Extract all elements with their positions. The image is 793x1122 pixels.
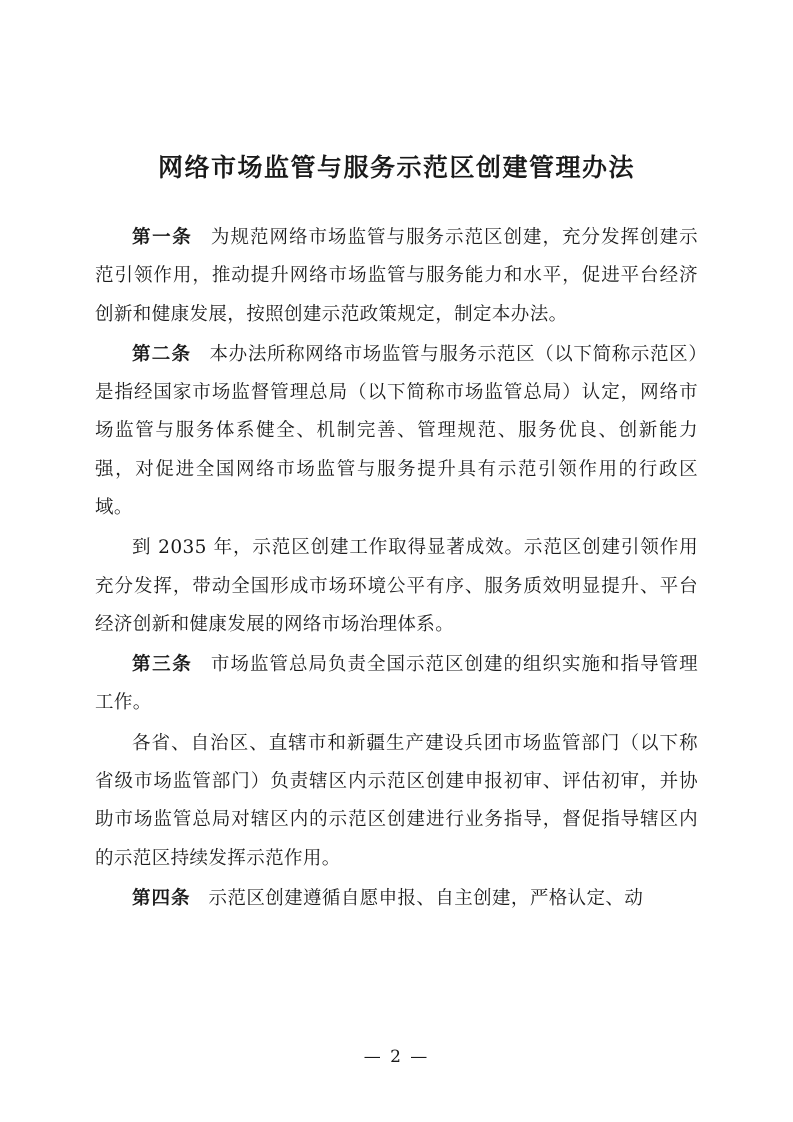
paragraph-article-2 xyxy=(95,336,698,527)
article-label-1: 第一条 xyxy=(132,227,193,248)
page-title: 网络市场监管与服务示范区创建管理办法 xyxy=(157,153,635,182)
paragraph-article-2-continued xyxy=(95,529,698,644)
article-label-2: 第二条 xyxy=(132,343,192,365)
article-text-3-continued: 各省、自治区、直辖市和新疆生产建设兵团市场监管部门（以下称省级市场监管部门）负责辖区内示范区创建申报初审、评估初审，并协助市场监管总局对辖区内的示范区创建进行业务指导，督促指导辖区内的示范区持续发挥示范作用。 xyxy=(95,732,698,869)
page-number: — 2 — xyxy=(363,1047,430,1067)
paragraph-article-3-continued xyxy=(95,725,698,878)
paragraph-article-4 xyxy=(95,880,698,918)
paragraph-article-3 xyxy=(95,646,698,723)
article-text-2: 本办法所称网络市场监管与服务示范区（以下简称示范区）是指经国家市场监督管理总局（以下简称市场监管总局）认定，网络市场监管与服务体系健全、机制完善、管理规范、服务优良、创新能力强，对促进全国网络市场监管与服务提升具有示范引领作用的行政区域。 xyxy=(95,343,698,518)
paragraph-article-1 xyxy=(95,219,698,334)
article-text-3: 市场监管总局负责全国示范区创建的组织实施和指导管理工作。 xyxy=(95,654,698,714)
article-label-4: 第四条 xyxy=(132,887,191,909)
article-text-1: 为规范网络市场监管与服务示范区创建，充分发挥创建示范引领作用，推动提升网络市场监管与服务能力和水平，促进平台经济创新和健康发展，按照创建示范政策规定，制定本办法。 xyxy=(95,227,698,325)
article-text-4: 示范区创建遵循自愿申报、自主创建，严格认定、动 xyxy=(208,887,644,909)
article-label-3: 第三条 xyxy=(132,654,193,676)
article-text-2-continued: 到 2035 年，示范区创建工作取得显著成效。示范区创建引领作用充分发挥，带动全国形成市场环境公平有序、服务质效明显提升、平台经济创新和健康发展的网络市场治理体系。 xyxy=(95,537,698,635)
